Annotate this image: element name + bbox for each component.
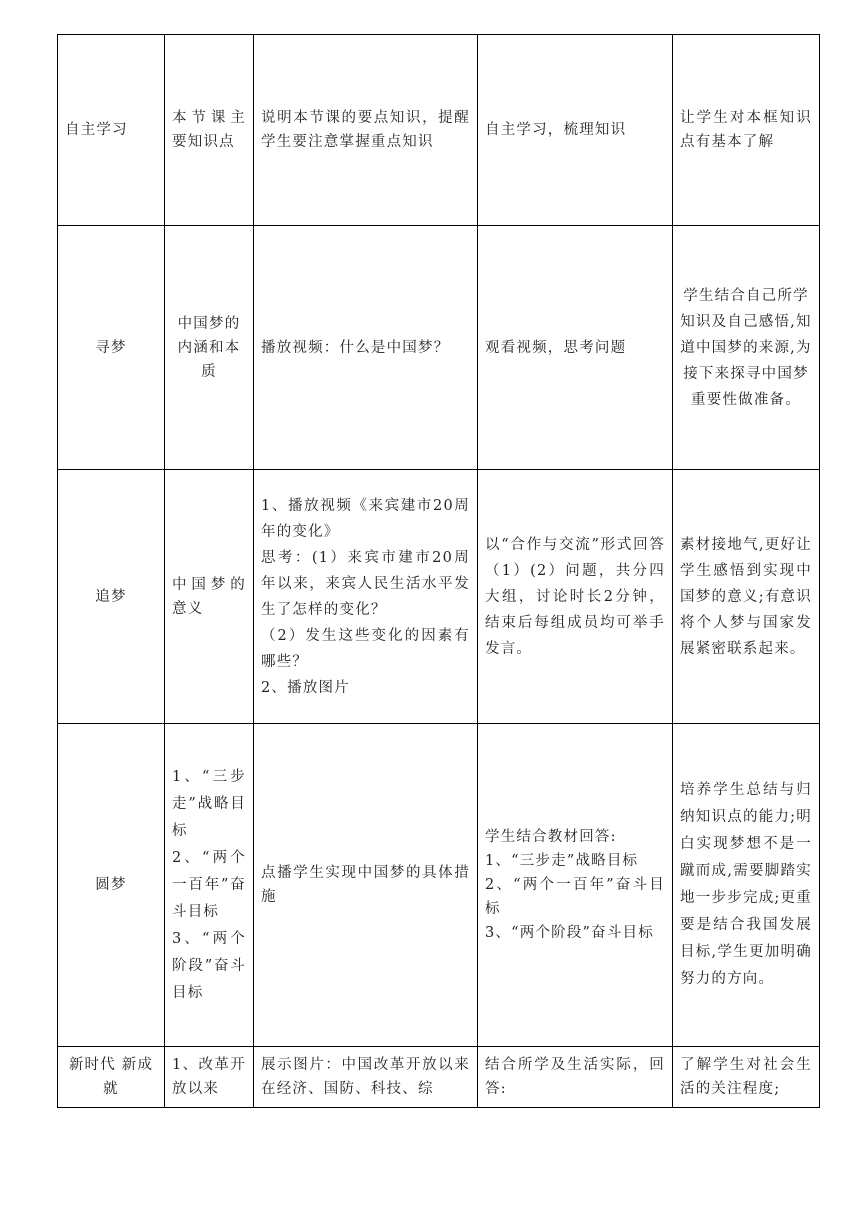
teacher-activity-cell xyxy=(254,470,478,724)
content-cell xyxy=(165,1047,254,1108)
stage-text: 新时代 新成就 xyxy=(68,1057,154,1097)
stage-cell xyxy=(58,1047,165,1108)
teacher-text: 展示图片：中国改革开放以来在经济、国防、科技、综 xyxy=(261,1057,470,1097)
goal-item-2: 2、“两个一百年”奋斗目标 xyxy=(172,849,246,920)
student-text: 结合所学及生活实际，回答: xyxy=(485,1057,665,1097)
student-answer-intro: 学生结合教材回答: xyxy=(485,829,617,845)
teacher-question-1: 思考：(1）来宾市建市20周年以来，来宾人民生活水平发生了怎样的变化？ xyxy=(261,549,470,618)
content-text: 1、改革开放以来 xyxy=(172,1057,246,1097)
student-answer-3: 3、“两个阶段”奋斗目标 xyxy=(485,925,654,941)
content-cell: 本节课主要知识点 xyxy=(165,35,254,226)
student-activity-cell xyxy=(478,724,673,1047)
design-purpose-cell: 让学生对本框知识点有基本了解 xyxy=(673,35,820,226)
content-cell: 中国梦的内涵和本质 xyxy=(165,226,254,470)
lesson-plan-table xyxy=(57,34,820,1108)
student-answer-1: 1、“三步走”战略目标 xyxy=(485,853,639,869)
content-cell: 中国梦的意义 xyxy=(165,470,254,724)
stage-cell: 圆梦 xyxy=(58,724,165,1047)
stage-cell: 自主学习 xyxy=(58,35,165,226)
table-row xyxy=(58,226,820,470)
student-activity-cell: 自主学习，梳理知识 xyxy=(478,35,673,226)
design-purpose-cell: 学生结合自己所学知识及自己感悟,知道中国梦的来源,为接下来探寻中国梦重要性做准备。 xyxy=(673,226,820,470)
stage-cell: 追梦 xyxy=(58,470,165,724)
teacher-step-2: 2、播放图片 xyxy=(261,679,350,696)
student-activity-cell: 以“合作与交流”形式回答（1）(2）问题，共分四大组，讨论时长2分钟，结束后每组成员均可举手发言。 xyxy=(478,470,673,724)
table-row xyxy=(58,470,820,724)
design-purpose-cell: 素材接地气,更好让学生感悟到实现中国梦的意义;有意识将个人梦与国家发展紧密联系起来。 xyxy=(673,470,820,724)
teacher-step-1: 1、播放视频《来宾建市20周年的变化》 xyxy=(261,497,470,540)
student-answer-2: 2、“两个一百年”奋斗目标 xyxy=(485,877,665,917)
content-cell xyxy=(165,724,254,1047)
student-activity-cell: 观看视频，思考问题 xyxy=(478,226,673,470)
teacher-question-2: （2）发生这些变化的因素有哪些？ xyxy=(261,627,470,670)
teacher-activity-cell: 点播学生实现中国梦的具体措施 xyxy=(254,724,478,1047)
purpose-text: 了解学生对社会生活的关注程度; xyxy=(680,1057,812,1097)
student-activity-cell xyxy=(478,1047,673,1108)
stage-cell: 寻梦 xyxy=(58,226,165,470)
teacher-activity-cell: 说明本节课的要点知识，提醒学生要注意掌握重点知识 xyxy=(254,35,478,226)
table-row xyxy=(58,1047,820,1108)
table-row xyxy=(58,724,820,1047)
goal-item-3: 3、“两个阶段”奋斗目标 xyxy=(172,930,246,1001)
teacher-activity-cell xyxy=(254,1047,478,1108)
table-row xyxy=(58,35,820,226)
design-purpose-cell: 培养学生总结与归纳知识点的能力;明白实现梦想不是一蹴而成,需要脚踏实地一步步完成;更重要是结合我国发展目标,学生更加明确努力的方向。 xyxy=(673,724,820,1047)
goal-item-1: 1、“三步走”战略目标 xyxy=(172,768,246,839)
teacher-activity-cell: 播放视频：什么是中国梦？ xyxy=(254,226,478,470)
design-purpose-cell xyxy=(673,1047,820,1108)
